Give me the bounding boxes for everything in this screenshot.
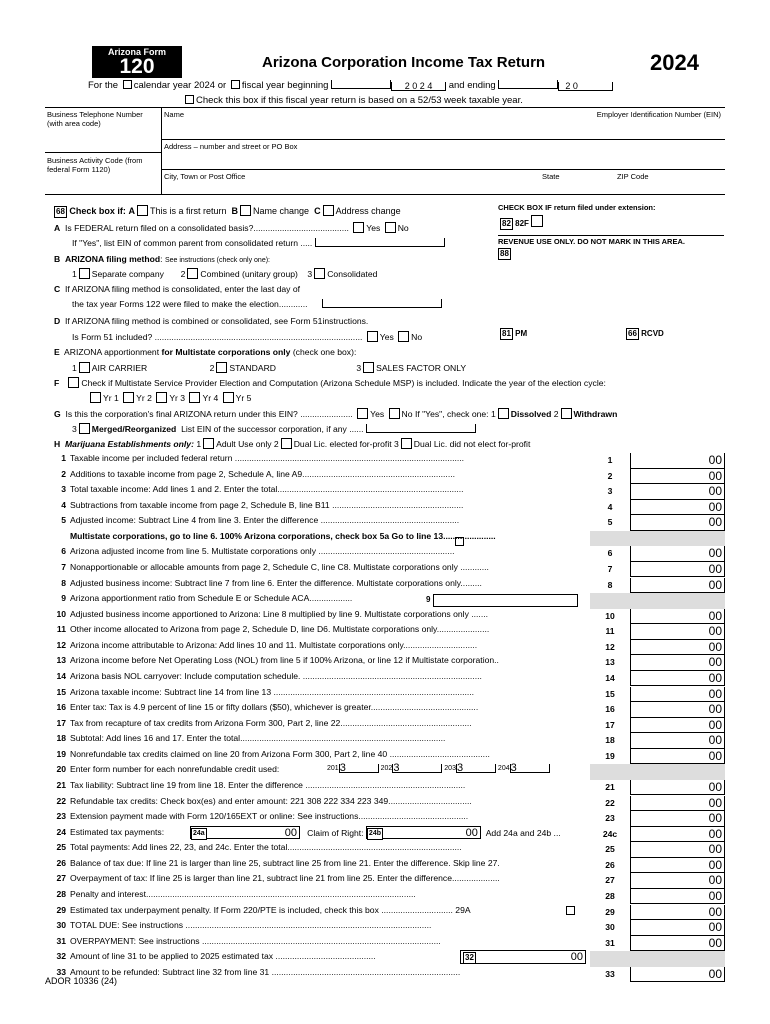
line-description: Additions to taxable income from page 2, Schedule A, line A9................................................................ [70,468,455,479]
line-box-number: 3 [607,486,613,497]
shaded-area [590,531,725,547]
msp-yr5-checkbox[interactable] [223,392,234,403]
extension-note: CHECK BOX IF return filed under extension: [498,203,656,212]
line-description: Enter form number for each nonrefundable credit used: [70,764,280,775]
line-number: 2 [61,468,66,479]
fiscal-year-checkbox[interactable] [231,80,240,89]
state-label: State [542,172,560,181]
line-box-number: 8 [607,579,613,590]
shaded-area [590,764,725,780]
line-description: Estimated tax payments: [70,826,165,837]
line-23-amount-field[interactable]: 00 [630,811,725,827]
air-carrier-checkbox[interactable] [79,362,90,373]
consolidated-checkbox[interactable] [314,268,325,279]
line-number: 24 [56,826,66,837]
line-description: Tax from recapture of tax credits from Arizona Form 300, Part 2, line 22....................................................... [70,717,472,728]
address-field[interactable]: Address – number and street or PO Box [162,140,725,170]
question-g-merged: 3 Merged/Reorganized List EIN of the successor corporation, if any ...... [72,423,476,434]
line-24b-field[interactable]: 24b 00 [366,826,481,839]
line-number: 3 [61,484,66,495]
line-number: 12 [56,639,66,650]
city-field[interactable]: City, Town or Post Office State ZIP Code [164,172,649,181]
line-33-row [45,967,585,983]
line-number: 21 [56,779,66,790]
line-3-amount-field[interactable]: 00 [630,484,725,500]
line-14-row [45,671,585,687]
line-description: Taxable income per included federal return ................................................................................................ [70,453,465,463]
line-box-number: 16 [605,704,615,715]
name-change-checkbox[interactable] [240,205,251,216]
line-number: 25 [56,842,66,853]
line-22-amount-field[interactable]: 00 [630,796,725,812]
line-3-row [45,484,585,500]
line-box-number: 15 [605,688,615,699]
line-box-number: 21 [605,781,615,792]
line-number: 7 [61,561,66,572]
line-description: Adjusted income: Subtract Line 4 from line 3. Enter the difference .......................................................... [70,515,460,526]
line-description: Adjusted business income apportioned to Arizona: Line 8 multiplied by line 9. Multistate corporations only ....... [70,608,488,619]
line-24-estimated: 24a 00 Claim of Right: 24b 00 Add 24a and 24b ... [190,826,561,839]
line-number: 13 [56,655,66,666]
line-number: 28 [56,888,66,899]
line-number: 33 [56,966,66,977]
line-box-number: 10 [605,610,615,621]
extension-checkbox[interactable] [531,215,543,227]
line-30-amount-field[interactable]: 00 [630,920,725,936]
line-box-number: 30 [605,922,615,933]
line-number: 9 [61,593,66,604]
question-b-options: 1 Separate company 2 Combined (unitary group) 3 Consolidated [72,269,378,279]
msp-election-checkbox[interactable] [68,377,79,388]
tax-period-line: For the calendar year 2024 or fiscal year beginning 2 0 2 4 and ending 2 0 [88,80,613,91]
line-box-number: 29 [605,906,615,917]
merged-checkbox[interactable] [79,423,90,434]
line-4-row [45,500,585,516]
form-footer: ADOR 10336 (24) [45,976,118,986]
line-description: TOTAL DUE: See instructions ....................................................................................................... [70,920,432,931]
check-5253-row: Check this box if this fiscal year return is based on a 52/53 week taxable year. [183,95,523,106]
line-description: Tax liability: Subtract line 19 from line 18. Enter the difference ................................................................... [70,779,466,790]
line-box-number: 4 [607,501,613,512]
line-15-amount-field[interactable]: 00 [630,687,725,703]
msp-yr3-checkbox[interactable] [156,392,167,403]
line-16-row [45,702,585,718]
form51-yes-checkbox[interactable] [367,331,378,342]
line-description: Total payments: Add lines 22, 23, and 24c. Enter the total......................................................................... [70,842,462,853]
line-number: 10 [56,608,66,619]
line-description: Subtotal: Add lines 16 and 17. Enter the total...................................................................................... [70,733,446,744]
line-13-amount-field[interactable]: 00 [630,655,725,671]
line-number: 16 [56,702,66,713]
line-7-row [45,562,585,578]
line-box-number: 13 [605,657,615,668]
line-number: 29 [56,904,66,915]
line-number: 11 [56,624,66,635]
line-description: Amount to be refunded: Subtract line 32 from line 31 ............................................................................... [70,966,461,977]
line-14-amount-field[interactable]: 00 [630,671,725,687]
line-16-amount-field[interactable]: 00 [630,702,725,718]
shaded-area [590,951,725,967]
line-description: OVERPAYMENT: See instructions .................................................................................................... [70,935,441,946]
line-number: 19 [56,748,66,759]
separate-company-checkbox[interactable] [79,268,90,279]
form-title: Arizona Corporation Income Tax Return [262,54,546,71]
line-26-amount-field[interactable]: 00 [630,858,725,874]
credit-form-204-field[interactable]: 3 [510,764,550,773]
revenue-use-area: REVENUE USE ONLY. DO NOT MARK IN THIS AREA. 88 81 PM 66 RCVD [498,235,724,345]
line-27-row [45,873,585,889]
question-h: H Marijuana Establishments only: 1 Adult Use only 2 Dual Lic. elected for-profit 3 Dual Lic. did not elect for-profit [54,439,531,449]
line-description: Enter tax: Tax is 4.9 percent of line 15 or fifty dollars ($50), whichever is greater............................................. [70,702,479,713]
line-15-row [45,687,585,703]
line-number: 27 [56,873,66,884]
line-box-number: 28 [605,890,615,901]
line-30-row [45,920,585,936]
line-2-row [45,469,585,485]
line-box-number: 22 [605,797,615,808]
line-26-row [45,858,585,874]
line-number: 4 [61,499,66,510]
question-a-no-checkbox[interactable] [385,222,396,233]
fiscal-end-year-field[interactable]: 2 0 [558,82,613,91]
line-27-amount-field[interactable]: 00 [630,873,725,889]
line-17-row [45,718,585,734]
line-description: Estimated tax underpayment penalty. If Form 220/PTE is included, check this box .............................. 29A [70,904,471,915]
line-10-amount-field[interactable]: 00 [630,609,725,625]
zip-label: ZIP Code [617,172,649,181]
line-2-amount-field[interactable]: 00 [630,469,725,485]
line-6-row [45,546,585,562]
line-description: Arizona apportionment ratio from Schedule E or Schedule ACA.................. [70,593,353,604]
line-description: Multistate corporations, go to line 6. 100% Arizona corporations, check box 5a Go to line 13...................... [70,530,496,541]
taxpayer-info-block [45,107,725,195]
line-7-amount-field[interactable]: 00 [630,562,725,578]
question-b: B ARIZONA filing method: See instructions (check only one): [54,254,270,264]
line-31-amount-field[interactable]: 00 [630,936,725,952]
question-a-yes-checkbox[interactable] [353,222,364,233]
line-description: Adjusted business income: Subtract line 7 from line 6. Enter the difference. Multistate corporations only......... [70,577,482,588]
line-21-row [45,780,585,796]
line-box-number: 1 [607,455,613,465]
line-description: Arizona income before Net Operating Loss (NOL) from line 5 if 100% Arizona, or line 12 if Multistate corporation.. [70,655,499,666]
credit-form-202-field[interactable]: 3 [392,764,442,773]
successor-ein-field[interactable] [366,424,476,433]
line-25-row [45,842,585,858]
line-description: Total taxable income: Add lines 1 and 2. Enter the total.............................................................................. [70,484,464,495]
line-number: 15 [56,686,66,697]
election-date-field[interactable] [322,299,442,308]
line-number: 18 [56,733,66,744]
line-18-row [45,733,585,749]
line-box-number: 17 [605,719,615,730]
form-number: 120 [119,55,155,78]
question-a: A Is FEDERAL return filed on a consolidated basis?........................................ Yes No [54,223,409,233]
line-12-amount-field[interactable]: 00 [630,640,725,656]
line-18-amount-field[interactable]: 00 [630,733,725,749]
line-8-amount-field[interactable]: 00 [630,578,725,594]
line-description: Arizona adjusted income from line 5. Multistate corporations only ......................................................... [70,546,455,557]
line-box-number: 11 [605,626,615,637]
msp-yr2-checkbox[interactable] [123,392,134,403]
line-17-amount-field[interactable]: 00 [630,718,725,734]
line-5-row [45,515,585,531]
line-22-row [45,796,585,812]
credit-form-203-field[interactable]: 3 [456,764,496,773]
question-e: E ARIZONA apportionment for Multistate corporations only (check one box): [54,347,357,357]
line-21-amount-field[interactable]: 00 [630,780,725,796]
line-10-row [45,609,585,625]
question-c: C If ARIZONA filing method is consolidated, enter the last day of [54,284,301,294]
line-number: 5 [61,515,66,526]
parent-ein-field[interactable] [315,238,445,247]
line-5a-checkbox[interactable] [455,537,464,546]
standard-checkbox[interactable] [216,362,227,373]
line-number: 31 [56,935,66,946]
line-box-number: 5 [607,517,613,528]
line-description: Amount of line 31 to be applied to 2025 estimated tax .......................................... [70,951,376,962]
question-f: F Check if Multistate Service Provider Election and Computation (Arizona Schedule MSP) is included. Indicate the year of the election cycle: [54,378,606,388]
line-29a-checkbox[interactable] [566,906,575,915]
line-1-row [45,453,585,469]
line-description: Subtractions from taxable income from page 2, Schedule B, line B11 ....................................................... [70,499,464,510]
line-box-number: 12 [605,641,615,652]
line-25-amount-field[interactable]: 00 [630,842,725,858]
line-box-number: 24c [602,828,618,839]
line-12-row [45,640,585,656]
calendar-year-checkbox[interactable] [123,80,132,89]
dissolved-checkbox[interactable] [498,408,509,419]
line-8-row [45,578,585,594]
line-28-row [45,889,585,905]
line-description: Extension payment made with Form 120/165EXT or online: See instructions.............................................. [70,811,469,822]
question-e-options: 1 AIR CARRIER 2 STANDARD 3 SALES FACTOR ONLY [72,363,467,373]
dual-elected-checkbox[interactable] [281,438,292,449]
line-number: 1 [61,453,66,463]
line-1-amount-field[interactable]: 00 [630,453,725,469]
line-description: Other income allocated to Arizona from page 2, Schedule D, line D6. Multistate corporations only...................... [70,624,490,635]
shaded-area [590,593,725,609]
question-a-parent-ein: If "Yes", list EIN of common parent from consolidated return ..... [72,238,445,248]
line-23-row [45,811,585,827]
line-19-row [45,749,585,765]
line-32-field[interactable]: 32 00 [460,950,586,964]
question-d-form51: Is Form 51 included? ....................................................................................... Yes No [72,332,423,342]
line-11-row [45,624,585,640]
line-box-number: 6 [607,548,613,559]
question-g: G Is this the corporation's final ARIZONA return under this EIN? ...................... Yes No If "Yes", check one: 1 Dissolved 2 Withdrawn [54,409,618,419]
line-number: 26 [56,857,66,868]
check-5253-checkbox[interactable] [185,95,194,104]
line-box-number: 2 [607,470,613,481]
line-number: 30 [56,920,66,931]
line-description: Balance of tax due: If line 21 is larger than line 25, subtract line 25 from line 21. Enter the difference. Skip line 27. [70,857,500,868]
line-number: 23 [56,811,66,822]
line-31-row [45,936,585,952]
line-description: Arizona income attributable to Arizona: Add lines 10 and 11. Multistate corporations only............................... [70,639,478,650]
line-6-amount-field[interactable]: 00 [630,546,725,562]
line-4-amount-field[interactable]: 00 [630,500,725,516]
extension-checkbox-row: 82 82F [500,215,545,230]
line-box-number: 14 [605,672,615,683]
sales-factor-only-checkbox[interactable] [363,362,374,373]
credit-form-201-field[interactable]: 3 [339,764,379,773]
line-24c-amount-field[interactable]: 00 [630,827,725,843]
line-number: 6 [61,546,66,557]
line-box-number: 26 [605,859,615,870]
line-number: 8 [61,577,66,588]
fiscal-begin-mmdd-field[interactable] [331,80,391,89]
line-13-row [45,655,585,671]
fiscal-end-mmdd-field[interactable] [498,80,558,89]
line-box-number: 19 [605,750,615,761]
line-description: Refundable tax credits: Check box(es) and enter amount: 221 308 222 334 223 349................................... [70,795,472,806]
line-5-amount-field[interactable]: 00 [630,515,725,531]
line-29-amount-field[interactable]: 00 [630,905,725,921]
line-number: 17 [56,717,66,728]
ein-label: Employer Identification Number (EIN) [596,110,721,119]
line-11-amount-field[interactable]: 00 [630,624,725,640]
address-change-checkbox[interactable] [323,205,334,216]
line-number: 32 [56,951,66,962]
line-29-row [45,905,585,921]
line-28-amount-field[interactable]: 00 [630,889,725,905]
form51-no-checkbox[interactable] [398,331,409,342]
line-box-number: 33 [605,968,615,979]
name-field[interactable]: Name Employer Identification Number (EIN) [162,108,725,140]
line-number: 20 [56,764,66,775]
msp-yr4-checkbox[interactable] [189,392,200,403]
question-c-date: the tax year Forms 122 were filed to make the election............ [72,299,442,309]
combined-unitary-checkbox[interactable] [187,268,198,279]
line-description: Nonapportionable or allocable amounts from page 2, Schedule C, line C8. Multistate corporations only ............ [70,561,489,572]
line-20-credit-forms: 2013 2023 2033 2043 [327,764,550,773]
apportionment-ratio-field[interactable]: 9 [433,594,578,607]
line-description: Nonrefundable tax credits claimed on line 20 from Arizona Form 300, Part 2, line 40 .......................................... [70,748,490,759]
check-box-if-row: 68 Check box if: A This is a first return B Name change C Address change [56,206,401,216]
line-description: Penalty and interest................................................................................................................. [70,888,416,899]
line-box-number: 23 [605,813,615,824]
line-description: Arizona taxable income: Subtract line 14 from line 13 .................................................................................... [70,686,475,697]
line-5a-row [45,531,585,547]
msp-yr1-checkbox[interactable] [90,392,101,403]
line-33-amount-field[interactable]: 00 [630,967,725,983]
final-return-yes-checkbox[interactable] [357,408,368,419]
form-label: Arizona Form [107,47,166,57]
adult-use-checkbox[interactable] [203,438,214,449]
line-box-number: 7 [607,563,613,574]
line-19-amount-field[interactable]: 00 [630,749,725,765]
form-number-box [92,46,182,78]
line-box-number: 27 [605,875,615,886]
line-box-number: 18 [605,735,615,746]
line-box-number: 25 [605,844,615,855]
line-number: 14 [56,670,66,681]
question-d: D If ARIZONA filing method is combined or consolidated, see Form 51instructions. [54,316,369,326]
withdrawn-checkbox[interactable] [561,408,572,419]
line-description: Overpayment of tax: If line 25 is larger than line 21, subtract line 21 from line 25. Enter the difference.................... [70,873,500,884]
line-24a-field[interactable]: 24a 00 [190,826,300,839]
dual-not-elected-checkbox[interactable] [401,438,412,449]
line-number: 22 [56,795,66,806]
line-box-number: 31 [605,937,615,948]
business-phone-field[interactable]: Business Telephone Number (with area code) [45,108,162,153]
first-return-checkbox[interactable] [137,205,148,216]
business-activity-code-field[interactable]: Business Activity Code (from federal Form 1120) [47,156,143,174]
tax-year: 2024 [650,50,699,75]
final-return-no-checkbox[interactable] [389,408,400,419]
line-description: Arizona basis NOL carryover: Include computation schedule. ........................................................................... [70,670,482,681]
fiscal-begin-year-field[interactable]: 2 0 2 4 [391,82,446,91]
question-f-years: Yr 1 Yr 2 Yr 3 Yr 4 Yr 5 [88,392,251,403]
